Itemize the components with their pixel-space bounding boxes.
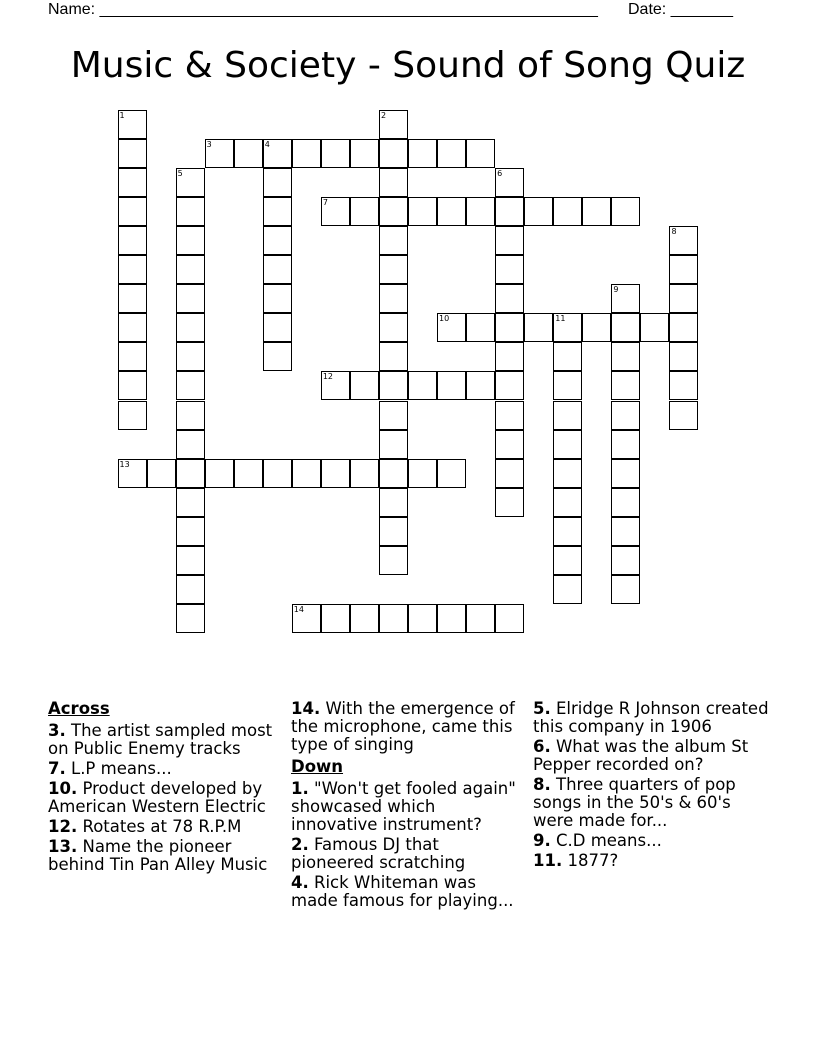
grid-cell[interactable] bbox=[321, 459, 350, 488]
grid-cell[interactable] bbox=[611, 284, 640, 313]
clues-column-1 bbox=[48, 700, 284, 876]
grid-cell[interactable] bbox=[176, 168, 205, 197]
grid-cell[interactable] bbox=[408, 371, 437, 400]
clue-number-7: 7 bbox=[322, 198, 328, 208]
grid-cell[interactable] bbox=[495, 168, 524, 197]
clue-number-6: 6 bbox=[497, 169, 503, 179]
grid-cell[interactable] bbox=[379, 110, 408, 139]
clue-down-9: 9. C.D means... bbox=[533, 831, 662, 850]
clues-column-2 bbox=[291, 700, 527, 912]
grid-cell[interactable] bbox=[495, 342, 524, 371]
grid-cell[interactable] bbox=[379, 342, 408, 371]
grid-cell[interactable] bbox=[263, 226, 292, 255]
grid-cell[interactable] bbox=[611, 575, 640, 604]
clue-number-13: 13 bbox=[119, 459, 130, 469]
clue-number-3: 3 bbox=[206, 140, 212, 150]
grid-cell[interactable] bbox=[321, 197, 350, 226]
name-field-label: Name: ________________________________________________________ bbox=[48, 1, 598, 18]
grid-cell[interactable] bbox=[118, 284, 147, 313]
grid-cell[interactable] bbox=[553, 575, 582, 604]
grid-cell[interactable] bbox=[292, 604, 321, 633]
grid-cell[interactable] bbox=[495, 604, 524, 633]
grid-cell[interactable] bbox=[118, 313, 147, 342]
grid-cell[interactable] bbox=[118, 371, 147, 400]
clue-number-5: 5 bbox=[177, 169, 183, 179]
clue-number-14: 14 bbox=[293, 604, 304, 614]
grid-cell[interactable] bbox=[176, 517, 205, 546]
clue-across-7: 7. L.P means... bbox=[48, 759, 172, 778]
grid-cell[interactable] bbox=[524, 197, 553, 226]
grid-cell[interactable] bbox=[350, 197, 379, 226]
grid-cell[interactable] bbox=[263, 139, 292, 168]
grid-cell[interactable] bbox=[176, 197, 205, 226]
grid-cell[interactable] bbox=[495, 226, 524, 255]
grid-cell[interactable] bbox=[379, 255, 408, 284]
grid-cell[interactable] bbox=[176, 401, 205, 430]
grid-cell[interactable] bbox=[437, 313, 466, 342]
grid-cell[interactable] bbox=[495, 197, 524, 226]
grid-cell[interactable] bbox=[524, 313, 553, 342]
grid-cell[interactable] bbox=[176, 459, 205, 488]
grid-cell[interactable] bbox=[118, 197, 147, 226]
grid-cell[interactable] bbox=[466, 197, 495, 226]
grid-cell[interactable] bbox=[118, 255, 147, 284]
grid-cell[interactable] bbox=[379, 197, 408, 226]
clue-down-2: 2. Famous DJ that pioneered scratching bbox=[291, 835, 466, 872]
grid-cell[interactable] bbox=[379, 226, 408, 255]
grid-cell[interactable] bbox=[495, 255, 524, 284]
grid-cell[interactable] bbox=[379, 168, 408, 197]
clue-down-1: 1. "Won't get fooled again" showcased which innovative instrument? bbox=[291, 779, 516, 834]
across-heading: Across bbox=[48, 699, 110, 718]
grid-cell[interactable] bbox=[118, 226, 147, 255]
clue-down-11: 11. 1877? bbox=[533, 851, 619, 870]
clues-column-3 bbox=[533, 700, 773, 872]
grid-cell[interactable] bbox=[669, 255, 698, 284]
grid-cell[interactable] bbox=[379, 488, 408, 517]
grid-cell[interactable] bbox=[321, 604, 350, 633]
grid-cell[interactable] bbox=[437, 371, 466, 400]
grid-cell[interactable] bbox=[176, 575, 205, 604]
clue-number-1: 1 bbox=[119, 111, 125, 120]
grid-cell[interactable] bbox=[582, 197, 611, 226]
clue-number-2: 2 bbox=[380, 111, 387, 120]
grid-cell[interactable] bbox=[118, 401, 147, 430]
down-heading: Down bbox=[291, 757, 344, 776]
grid-cell[interactable] bbox=[611, 401, 640, 430]
grid-cell[interactable] bbox=[495, 313, 524, 342]
grid-cell[interactable] bbox=[147, 459, 176, 488]
grid-cell[interactable] bbox=[437, 197, 466, 226]
grid-cell[interactable] bbox=[611, 342, 640, 371]
grid-cell[interactable] bbox=[263, 313, 292, 342]
grid-cell[interactable] bbox=[553, 342, 582, 371]
grid-cell[interactable] bbox=[263, 284, 292, 313]
grid-cell[interactable] bbox=[176, 430, 205, 459]
clue-number-8: 8 bbox=[671, 227, 677, 237]
clue-across-13: 13. Name the pioneer behind Tin Pan Alley Music bbox=[48, 837, 268, 874]
grid-cell[interactable] bbox=[611, 459, 640, 488]
grid-cell[interactable] bbox=[553, 197, 582, 226]
grid-cell[interactable] bbox=[350, 371, 379, 400]
grid-cell[interactable] bbox=[379, 313, 408, 342]
clue-number-12: 12 bbox=[322, 372, 334, 382]
grid-cell[interactable] bbox=[611, 197, 640, 226]
grid-cell[interactable] bbox=[669, 284, 698, 313]
grid-cell[interactable] bbox=[611, 430, 640, 459]
grid-cell[interactable] bbox=[176, 313, 205, 342]
grid-cell[interactable] bbox=[321, 139, 350, 168]
grid-cell[interactable] bbox=[553, 459, 582, 488]
grid-cell[interactable] bbox=[176, 546, 205, 575]
grid-cell[interactable] bbox=[495, 401, 524, 430]
grid-cell[interactable] bbox=[495, 284, 524, 313]
grid-cell[interactable] bbox=[205, 139, 234, 168]
grid-cell[interactable] bbox=[553, 546, 582, 575]
grid-cell[interactable] bbox=[495, 371, 524, 400]
grid-cell[interactable] bbox=[437, 139, 466, 168]
grid-cell[interactable] bbox=[263, 255, 292, 284]
grid-cell[interactable] bbox=[437, 604, 466, 633]
page-title: Music & Society - Sound of Song Quiz bbox=[70, 45, 746, 86]
grid-cell[interactable] bbox=[379, 430, 408, 459]
clue-across-14: 14. With the emergence of the microphone, came this type of singing bbox=[291, 699, 515, 754]
clue-across-3: 3. The artist sampled most on Public Enemy tracks bbox=[48, 721, 273, 758]
grid-cell[interactable] bbox=[408, 604, 437, 633]
grid-cell[interactable] bbox=[263, 168, 292, 197]
grid-cell[interactable] bbox=[379, 546, 408, 575]
grid-cell[interactable] bbox=[350, 139, 379, 168]
grid-cell[interactable] bbox=[176, 226, 205, 255]
clue-down-8: 8. Three quarters of pop songs in the 50's & 60's were made for... bbox=[533, 775, 736, 830]
clue-down-5: 5. Elridge R Johnson created this company in 1906 bbox=[533, 699, 769, 736]
grid-cell[interactable] bbox=[263, 459, 292, 488]
grid-cell[interactable] bbox=[118, 110, 147, 139]
grid-cell[interactable] bbox=[379, 517, 408, 546]
clue-number-10: 10 bbox=[439, 314, 450, 324]
grid-cell[interactable] bbox=[176, 255, 205, 284]
grid-cell[interactable] bbox=[640, 313, 669, 342]
grid-cell[interactable] bbox=[669, 313, 698, 342]
grid-cell[interactable] bbox=[408, 459, 437, 488]
grid-cell[interactable] bbox=[669, 226, 698, 255]
clue-down-6: 6. What was the album St Pepper recorded on? bbox=[533, 737, 749, 774]
grid-cell[interactable] bbox=[350, 604, 379, 633]
grid-cell[interactable] bbox=[176, 371, 205, 400]
grid-cell[interactable] bbox=[234, 459, 263, 488]
grid-cell[interactable] bbox=[379, 401, 408, 430]
grid-cell[interactable] bbox=[466, 604, 495, 633]
grid-cell[interactable] bbox=[669, 371, 698, 400]
grid-cell[interactable] bbox=[611, 546, 640, 575]
grid-cell[interactable] bbox=[466, 139, 495, 168]
grid-cell[interactable] bbox=[379, 139, 408, 168]
grid-cell[interactable] bbox=[379, 371, 408, 400]
grid-cell[interactable] bbox=[582, 313, 611, 342]
grid-cell[interactable] bbox=[379, 604, 408, 633]
grid-cell[interactable] bbox=[611, 488, 640, 517]
grid-cell[interactable] bbox=[379, 459, 408, 488]
clue-number-9: 9 bbox=[613, 285, 619, 295]
grid-cell[interactable] bbox=[379, 284, 408, 313]
clue-across-12: 12. Rotates at 78 R.P.M bbox=[48, 817, 242, 836]
grid-cell[interactable] bbox=[118, 139, 147, 168]
grid-cell[interactable] bbox=[553, 430, 582, 459]
date-field-label: Date: _______ bbox=[628, 1, 733, 18]
grid-cell[interactable] bbox=[495, 488, 524, 517]
grid-cell[interactable] bbox=[553, 488, 582, 517]
grid-cell[interactable] bbox=[495, 459, 524, 488]
grid-cell[interactable] bbox=[553, 401, 582, 430]
clue-number-11: 11 bbox=[555, 314, 566, 324]
grid-cell[interactable] bbox=[408, 197, 437, 226]
grid-cell[interactable] bbox=[176, 604, 205, 633]
clue-number-4: 4 bbox=[264, 140, 270, 150]
grid-cell[interactable] bbox=[205, 459, 234, 488]
grid-cell[interactable] bbox=[263, 197, 292, 226]
grid-cell[interactable] bbox=[118, 168, 147, 197]
grid-cell[interactable] bbox=[437, 459, 466, 488]
grid-cell[interactable] bbox=[350, 459, 379, 488]
grid-cell[interactable] bbox=[263, 342, 292, 371]
grid-cell[interactable] bbox=[495, 430, 524, 459]
grid-cell[interactable] bbox=[292, 139, 321, 168]
grid-cell[interactable] bbox=[553, 517, 582, 546]
grid-cell[interactable] bbox=[611, 371, 640, 400]
grid-cell[interactable] bbox=[176, 342, 205, 371]
grid-cell[interactable] bbox=[176, 284, 205, 313]
clue-down-4: 4. Rick Whiteman was made famous for playing... bbox=[291, 873, 514, 910]
grid-cell[interactable] bbox=[466, 313, 495, 342]
grid-cell[interactable] bbox=[553, 313, 582, 342]
grid-cell[interactable] bbox=[234, 139, 263, 168]
grid-cell[interactable] bbox=[321, 371, 350, 400]
grid-cell[interactable] bbox=[292, 459, 321, 488]
grid-cell[interactable] bbox=[408, 139, 437, 168]
grid-cell[interactable] bbox=[611, 313, 640, 342]
grid-cell[interactable] bbox=[466, 371, 495, 400]
grid-cell[interactable] bbox=[176, 488, 205, 517]
grid-cell[interactable] bbox=[611, 517, 640, 546]
clue-across-10: 10. Product developed by American Western Electric bbox=[48, 779, 266, 816]
grid-cell[interactable] bbox=[118, 342, 147, 371]
grid-cell[interactable] bbox=[669, 342, 698, 371]
grid-cell[interactable] bbox=[669, 401, 698, 430]
grid-cell[interactable] bbox=[118, 459, 147, 488]
grid-cell[interactable] bbox=[553, 371, 582, 400]
